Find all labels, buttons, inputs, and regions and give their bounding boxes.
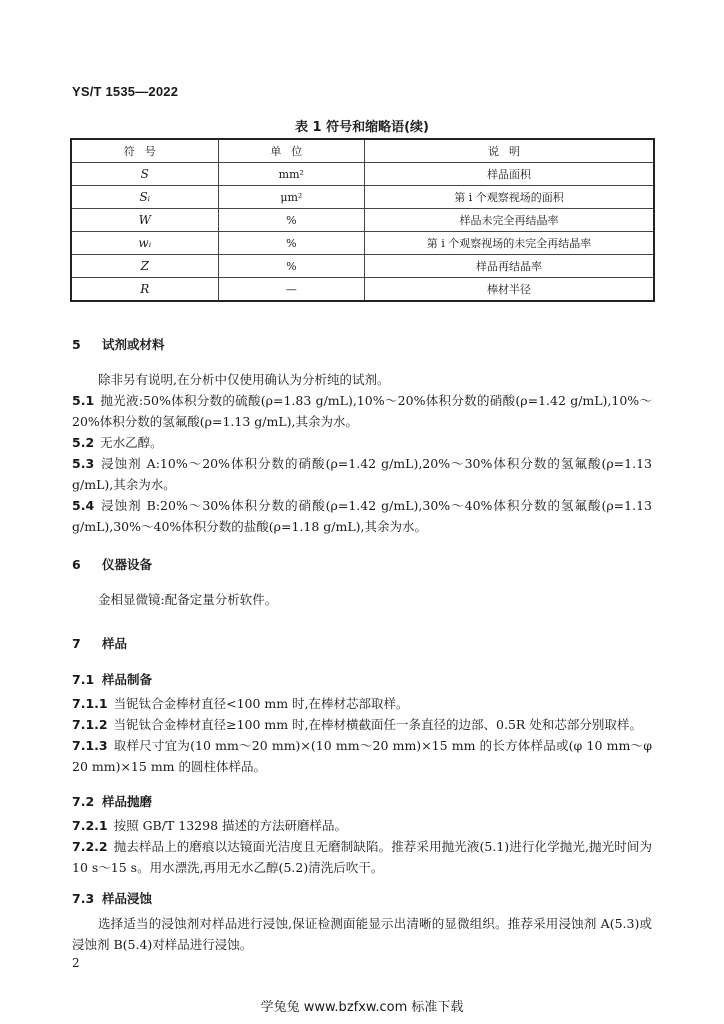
col-header-symbol: 符号 [71,139,218,163]
table-header-row [71,139,654,163]
cell-symbol: S [71,163,218,186]
section-number: 7.3 [72,891,95,906]
item-text: 当铌钛合金棒材直径<100 mm 时,在棒材芯部取样。 [113,696,409,711]
section-number: 7 [72,636,81,651]
table-row [71,186,654,209]
cell-symbol: wᵢ [71,232,218,255]
table-row [71,255,654,278]
item-7-1-1 [72,693,652,714]
item-text: 取样尺寸宜为(10 mm～20 mm)×(10 mm～20 mm)×15 mm 的长方体样品或(φ 10 mm～φ 20 mm)×15 mm 的圆柱体样品。 [72,738,652,774]
item-number: 7.1.3 [72,738,108,753]
section-number: 5 [72,337,81,352]
item-5-3 [72,453,652,495]
section-7-3-text: 选择适当的浸蚀剂对样品进行浸蚀,保证检测面能显示出清晰的显微组织。推荐采用浸蚀剂 A(5.3)或浸蚀剂 B(5.4)对样品进行浸蚀。 [72,916,652,952]
item-text: 抛光液:50%体积分数的硫酸(ρ=1.83 g/mL),10%～20%体积分数的硝酸(ρ=1.42 g/mL),10%～20%体积分数的氢氟酸(ρ=1.13 g/mL),其余为水。 [72,393,652,429]
item-number: 7.1.1 [72,696,108,711]
item-text: 无水乙醇。 [100,435,163,450]
table-row [71,209,654,232]
item-number: 7.2.1 [72,818,108,833]
cell-description: 第 i 个观察视场的面积 [365,186,654,209]
item-number: 5.3 [72,456,95,471]
section-number: 7.1 [72,672,95,687]
item-text: 当铌钛合金棒材直径≥100 mm 时,在棒材横截面任一条直径的边部、0.5R 处和芯部分别取样。 [113,717,642,732]
section-7-heading [72,634,127,652]
table-row [71,278,654,302]
cell-unit: mm² [218,163,365,186]
section-title: 样品 [102,636,128,651]
section-5-heading [72,335,165,353]
section-title: 试剂或材料 [102,337,165,352]
section-6-heading [72,555,152,573]
section-title: 样品抛磨 [102,794,153,809]
cell-symbol: W [71,209,218,232]
item-7-2-1 [72,815,652,836]
cell-symbol: Sᵢ [71,186,218,209]
cell-symbol: R [71,278,218,302]
cell-unit: — [218,278,365,302]
item-text: 抛去样品上的磨痕以达镜面光洁度且无磨制缺陷。推荐采用抛光液(5.1)进行化学抛光,抛光时间为 10 s～15 s。用水漂洗,再用无水乙醇(5.2)清洗后吹干。 [72,839,652,875]
footer-watermark[interactable]: 学兔兔 www.bzfxw.com 标准下载 [260,1000,464,1015]
table-row [71,163,654,186]
item-5-4 [72,495,652,537]
document-code: YS/T 1535—2022 [72,84,179,99]
col-header-unit: 单位 [218,139,365,163]
section-number: 7.2 [72,794,95,809]
section-7-1-heading [72,670,152,688]
section-7-3-heading [72,889,152,907]
table-caption: 表 1 符号和缩略语(续) [295,120,429,135]
cell-unit: μm² [218,186,365,209]
item-number: 5.4 [72,498,95,513]
item-5-2 [72,432,652,453]
section-title: 仪器设备 [102,557,153,572]
item-number: 5.1 [72,393,95,408]
item-number: 7.1.2 [72,717,108,732]
cell-description: 棒材半径 [365,278,654,302]
table-row [71,232,654,255]
cell-symbol: Z [71,255,218,278]
cell-unit: % [218,232,365,255]
cell-unit: % [218,209,365,232]
item-number: 7.2.2 [72,839,108,854]
section-7-2-heading [72,792,152,810]
item-7-1-2 [72,714,652,735]
cell-description: 样品再结晶率 [365,255,654,278]
section-5-intro: 除非另有说明,在分析中仅使用确认为分析纯的试剂。 [98,372,390,387]
item-7-2-2 [72,836,652,878]
cell-description: 样品面积 [365,163,654,186]
item-text: 浸蚀剂 B:20%～30%体积分数的硝酸(ρ=1.42 g/mL),30%～40%体积分数的氢氟酸(ρ=1.13 g/mL),30%～40%体积分数的盐酸(ρ=1.18 g/mL),其余为水。 [72,498,652,534]
item-text: 浸蚀剂 A:10%～20%体积分数的硝酸(ρ=1.42 g/mL),20%～30%体积分数的氢氟酸(ρ=1.13 g/mL),其余为水。 [72,456,652,492]
col-header-description: 说明 [365,139,654,163]
cell-unit: % [218,255,365,278]
symbols-table [70,138,655,302]
item-number: 5.2 [72,435,95,450]
section-number: 6 [72,557,81,572]
section-title: 样品浸蚀 [102,891,153,906]
cell-description: 样品未完全再结晶率 [365,209,654,232]
item-7-1-3 [72,735,652,777]
item-5-1 [72,390,652,432]
section-6-text: 金相显微镜:配备定量分析软件。 [98,592,278,607]
item-text: 按照 GB/T 13298 描述的方法研磨样品。 [113,818,347,833]
section-title: 样品制备 [102,672,153,687]
page-number: 2 [72,956,80,970]
cell-description: 第 i 个观察视场的未完全再结晶率 [365,232,654,255]
